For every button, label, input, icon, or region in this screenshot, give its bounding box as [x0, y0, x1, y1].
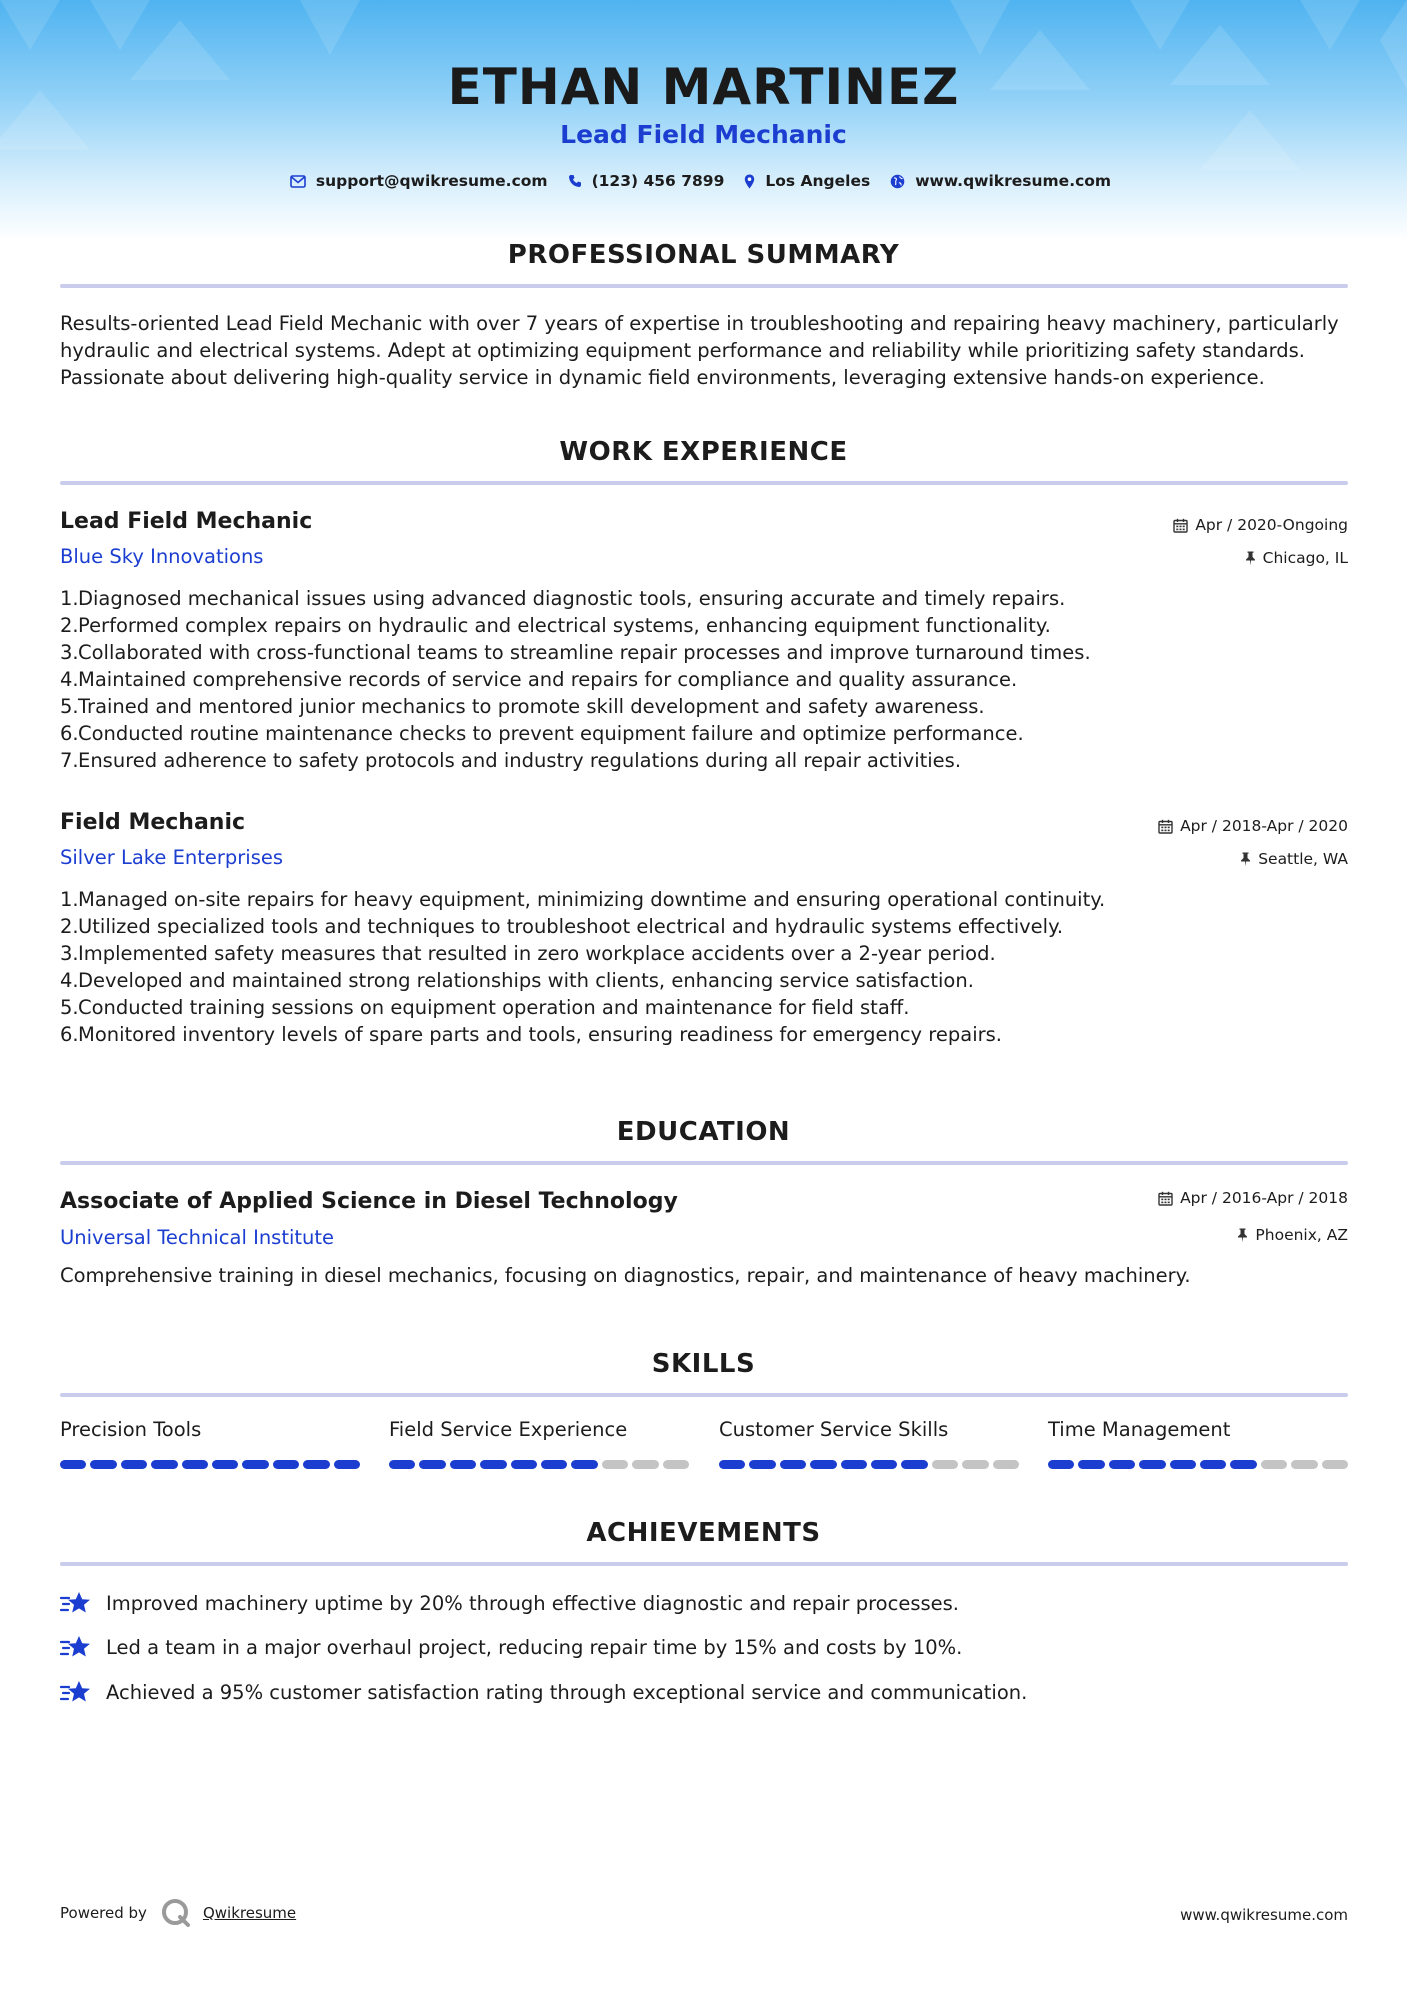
- skill-level-segment: [419, 1460, 445, 1469]
- skill-level-segment: [1200, 1460, 1226, 1469]
- skills-divider: [60, 1393, 1348, 1397]
- education-description: Comprehensive training in diesel mechanics, focusing on diagnostics, repair, and maintenance of heavy machinery.: [60, 1264, 1191, 1287]
- skill-level-segment: [541, 1460, 567, 1469]
- job-bullets: [60, 585, 1350, 774]
- school-name: Universal Technical Institute: [60, 1226, 335, 1249]
- skill-level-segment: [1109, 1460, 1135, 1469]
- summary-divider: [60, 284, 1348, 288]
- skill-level-segment: [1322, 1460, 1348, 1469]
- job-location-text: Seattle, WA: [1258, 850, 1348, 868]
- skill-level-segment: [303, 1460, 329, 1469]
- education-location: [1237, 1226, 1348, 1244]
- footer-powered-by: [60, 1898, 296, 1928]
- skill-level-segment: [121, 1460, 147, 1469]
- job-location: [1245, 549, 1348, 567]
- skill-level-segment: [273, 1460, 299, 1469]
- skill-name: Precision Tools: [60, 1418, 202, 1441]
- skill-level-segment: [993, 1460, 1019, 1469]
- skill-level-segment: [871, 1460, 897, 1469]
- list-item: 7. Ensured adherence to safety protocols and industry regulations during all repair activities.: [60, 749, 962, 772]
- job-title: Lead Field Mechanic: [60, 509, 313, 534]
- skill-level-segment: [389, 1460, 415, 1469]
- skill-name: Field Service Experience: [389, 1418, 628, 1441]
- skill-item: [389, 1418, 689, 1469]
- email-text: support@qwikresume.com: [315, 172, 548, 190]
- skill-level-segment: [1230, 1460, 1256, 1469]
- qwikresume-logo-icon: [161, 1898, 191, 1928]
- degree-title: Associate of Applied Science in Diesel Technology: [60, 1189, 678, 1214]
- skill-name: Customer Service Skills: [719, 1418, 949, 1441]
- skill-level-segment: [60, 1460, 86, 1469]
- skill-level-segment: [1048, 1460, 1074, 1469]
- map-pin-icon: [744, 174, 755, 189]
- experience-divider: [60, 481, 1348, 485]
- achievement-item: Led a team in a major overhaul project, reducing repair time by 15% and costs by 10%.: [60, 1634, 962, 1660]
- skill-name: Time Management: [1048, 1418, 1231, 1441]
- envelope-icon: [290, 175, 306, 188]
- skill-level-segment: [571, 1460, 597, 1469]
- skill-level-bar: [719, 1460, 1019, 1469]
- experience-heading: WORK EXPERIENCE: [559, 437, 848, 467]
- list-item: 1. Diagnosed mechanical issues using advanced diagnostic tools, ensuring accurate and timely repairs.: [60, 587, 1066, 610]
- skill-level-bar: [1048, 1460, 1348, 1469]
- job-company: Silver Lake Enterprises: [60, 846, 284, 869]
- list-item: 1. Managed on-site repairs for heavy equipment, minimizing downtime and ensuring operational continuity.: [60, 888, 1106, 911]
- skill-level-segment: [90, 1460, 116, 1469]
- list-item: 3. Implemented safety measures that resulted in zero workplace accidents over a 2-year period.: [60, 942, 996, 965]
- star-icon: [60, 1634, 92, 1660]
- skill-level-segment: [719, 1460, 745, 1469]
- skill-level-segment: [962, 1460, 988, 1469]
- contact-bar: [0, 172, 1407, 190]
- list-item: 6. Monitored inventory levels of spare parts and tools, ensuring readiness for emergency repairs.: [60, 1023, 1003, 1046]
- job-bullets: [60, 886, 1350, 1048]
- skill-level-segment: [242, 1460, 268, 1469]
- job-dates-text: Apr / 2020-Ongoing: [1195, 516, 1348, 534]
- contact-location: [744, 172, 870, 190]
- candidate-name: ETHAN MARTINEZ: [447, 58, 960, 116]
- skill-level-segment: [901, 1460, 927, 1469]
- globe-icon: [890, 174, 905, 189]
- website-text: www.qwikresume.com: [915, 172, 1112, 190]
- skill-level-segment: [749, 1460, 775, 1469]
- calendar-icon: [1158, 819, 1173, 834]
- job-dates-text: Apr / 2018-Apr / 2020: [1180, 817, 1348, 835]
- contact-website[interactable]: [890, 172, 1111, 190]
- skill-level-segment: [151, 1460, 177, 1469]
- skills-heading: SKILLS: [651, 1349, 756, 1379]
- powered-by-label: Powered by: [60, 1904, 147, 1922]
- list-item: 2. Performed complex repairs on hydraulic and electrical systems, enhancing equipment functionality.: [60, 614, 1051, 637]
- summary-text: Results-oriented Lead Field Mechanic with over 7 years of expertise in troubleshooting and repairing heavy machinery, particularly hydraulic and electrical systems. Adept at optimizing equipment performance and reliability while prioritizing safety standards. Passionate about delivering high-quality service in dynamic field environments, leveraging extensive hands-on experience.: [60, 312, 1339, 389]
- education-divider: [60, 1161, 1348, 1165]
- phone-text: (123) 456 7899: [591, 172, 725, 190]
- calendar-icon: [1158, 1191, 1173, 1206]
- skill-level-segment: [182, 1460, 208, 1469]
- skill-level-segment: [334, 1460, 360, 1469]
- list-item: 6. Conducted routine maintenance checks to prevent equipment failure and optimize performance.: [60, 722, 1024, 745]
- list-item: 4. Developed and maintained strong relationships with clients, enhancing service satisfaction.: [60, 969, 974, 992]
- skill-level-segment: [1170, 1460, 1196, 1469]
- skill-level-segment: [932, 1460, 958, 1469]
- job-dates: [1173, 516, 1348, 534]
- list-item: 4. Maintained comprehensive records of service and repairs for compliance and quality assurance.: [60, 668, 1018, 691]
- star-icon: [60, 1590, 92, 1616]
- job-title: Field Mechanic: [60, 810, 246, 835]
- skill-level-segment: [841, 1460, 867, 1469]
- list-item: 5. Conducted training sessions on equipment operation and maintenance for field staff.: [60, 996, 910, 1019]
- phone-icon: [568, 174, 582, 188]
- skill-level-segment: [602, 1460, 628, 1469]
- qwikresume-link[interactable]: Qwikresume: [202, 1904, 297, 1922]
- skill-item: [719, 1418, 1019, 1469]
- skill-level-segment: [1078, 1460, 1104, 1469]
- skill-level-segment: [632, 1460, 658, 1469]
- skill-level-bar: [60, 1460, 360, 1469]
- education-heading: EDUCATION: [616, 1117, 791, 1147]
- list-item: 2. Utilized specialized tools and techniques to troubleshoot electrical and hydraulic systems effectively.: [60, 915, 1064, 938]
- list-item: 5. Trained and mentored junior mechanics to promote skill development and safety awareness.: [60, 695, 985, 718]
- footer-website[interactable]: www.qwikresume.com: [1180, 1906, 1348, 1924]
- job-location: [1240, 850, 1348, 868]
- skill-level-segment: [663, 1460, 689, 1469]
- skill-level-segment: [480, 1460, 506, 1469]
- pushpin-icon: [1240, 852, 1251, 867]
- list-item: 3. Collaborated with cross-functional teams to streamline repair processes and improve turnaround times.: [60, 641, 1091, 664]
- achievements-divider: [60, 1562, 1348, 1566]
- job-dates: [1158, 817, 1348, 835]
- achievement-item: Achieved a 95% customer satisfaction rating through exceptional service and communication.: [60, 1679, 1027, 1705]
- skill-level-segment: [810, 1460, 836, 1469]
- achievements-heading: ACHIEVEMENTS: [586, 1518, 821, 1548]
- location-text: Los Angeles: [765, 172, 871, 190]
- job-company: Blue Sky Innovations: [60, 545, 264, 568]
- education-dates-text: Apr / 2016-Apr / 2018: [1180, 1189, 1348, 1207]
- skill-level-segment: [780, 1460, 806, 1469]
- skill-item: [1048, 1418, 1348, 1469]
- skill-level-segment: [1261, 1460, 1287, 1469]
- achievement-item: Improved machinery uptime by 20% through effective diagnostic and repair processes.: [60, 1590, 959, 1616]
- job-location-text: Chicago, IL: [1262, 549, 1348, 567]
- contact-phone[interactable]: [568, 172, 725, 190]
- education-dates: [1158, 1189, 1348, 1207]
- calendar-icon: [1173, 518, 1188, 533]
- candidate-title: Lead Field Mechanic: [560, 120, 847, 149]
- skill-level-segment: [450, 1460, 476, 1469]
- skill-level-segment: [511, 1460, 537, 1469]
- summary-heading: PROFESSIONAL SUMMARY: [507, 240, 900, 270]
- pushpin-icon: [1245, 551, 1256, 566]
- skill-level-segment: [212, 1460, 238, 1469]
- skill-item: [60, 1418, 360, 1469]
- education-location-text: Phoenix, AZ: [1255, 1226, 1348, 1244]
- contact-email[interactable]: [290, 172, 548, 190]
- pushpin-icon: [1237, 1228, 1248, 1243]
- skill-level-segment: [1139, 1460, 1165, 1469]
- skill-level-segment: [1291, 1460, 1317, 1469]
- star-icon: [60, 1679, 92, 1705]
- skill-level-bar: [389, 1460, 689, 1469]
